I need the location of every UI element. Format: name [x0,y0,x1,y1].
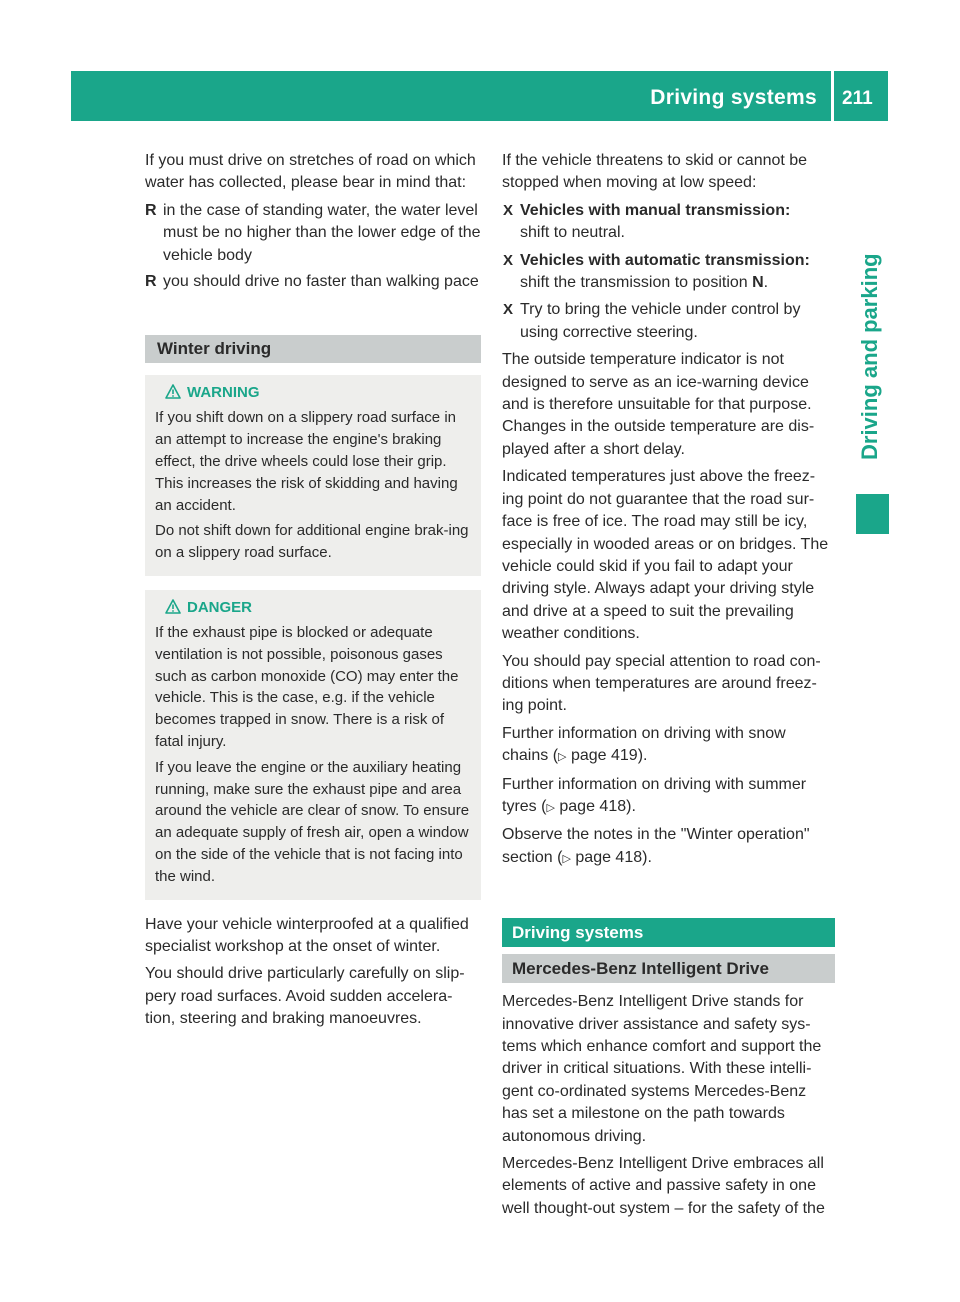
side-tab-label: Driving and parking [857,253,882,460]
warning-text: If you shift down on a slippery road surface in an attempt to increase the engine's braking effect, the drive wheels could lose their grip. This increases the risk of skidding and having an accident. [155,409,458,514]
warning-title: WARNING [155,383,473,403]
right-intro: If the vehicle threatens to skid or cannot be stopped when moving at low speed: [502,152,808,192]
warning-text: Do not shift down for additional engine brak-ing on a slippery road surface. [155,522,469,562]
warning-triangle-icon [165,384,181,399]
paragraph: Further information on driving with snow chains (▷ page 419). [502,724,786,765]
danger-title: DANGER [155,598,473,618]
bullet-mark: R [145,273,157,291]
page-reference-link[interactable]: page 418 [559,797,627,815]
danger-box [145,590,481,900]
left-intro: If you must drive on stretches of road on which water has collected, please bear in mind that: [145,152,476,192]
step-item: X Vehicles with manual transmission: shift to neutral. [503,201,791,242]
step-item: X Try to bring the vehicle under control by using corrective steering. [503,301,801,341]
paragraph: Indicated temperatures just above the freez-ing point do not guarantee that the road sur-face is free of ice. The road may still be icy, especially in wooded areas or on bridges. The vehicle could skid if you fail to adapt your driving style. Always adapt your driving style and drive at a speed to suit the prevailing weather conditions. [502,468,829,643]
page-number: 211 [842,88,873,109]
paragraph: Mercedes-Benz Intelligent Drive stands for innovative driver assistance and safety sys-tems which enhance comfort and support the driver in critical situations. With these intelli-gent co-ordinated systems Mercedes-Benz has set a milestone on the path towards autonomous driving. [502,993,822,1145]
danger-text: If the exhaust pipe is blocked or adequate ventilation is not possible, poisonous gases such as carbon monoxide (CO) may enter the vehicle. This is the case, e.g. if the vehicle becomes trapped in snow. There is a risk of fatal injury. [155,624,459,750]
paragraph: You should pay special attention to road con-ditions when temperatures are around freez-ing point. [502,652,821,715]
paragraph: Further information on driving with summer tyres (▷ page 418). [502,775,807,815]
step-item: X Vehicles with automatic transmission: shift the transmission to position N. [503,251,810,292]
list-item: R in the case of standing water, the water level must be no higher than the lower edge of the vehicle body [145,201,481,264]
page-ref-arrow-icon: ▷ [562,852,571,865]
header-title: Driving systems [650,86,817,109]
step-arrow-icon: X [503,201,514,219]
page-ref-arrow-icon: ▷ [546,801,555,814]
page-reference-link[interactable]: page 418 [575,848,643,866]
left-column [145,150,481,1036]
page-ref-arrow-icon: ▷ [558,751,567,764]
subsection-heading-intelligent-drive: Mercedes-Benz Intelligent Drive [502,954,835,983]
warning-triangle-icon [165,599,181,614]
warning-box [145,375,481,576]
section-heading-winter-driving: Winter driving [145,335,481,363]
header-divider [831,71,834,121]
paragraph: Mercedes-Benz Intelligent Drive embraces all elements of active and passive safety in one well thought-out system – for the safety of the [502,1155,825,1217]
side-tab-block [856,494,889,534]
bullet-mark: R [145,201,157,219]
paragraph: Observe the notes in the "Winter operation" section (▷ page 418). [502,826,810,866]
list-item: R you should drive no faster than walking pace [145,271,481,293]
paragraph: You should drive particularly carefully on slip-pery road surfaces. Avoid sudden accelera-tion, steering and braking manoeuvres. [145,965,465,1028]
step-arrow-icon: X [503,251,514,269]
paragraph: Have your vehicle winterproofed at a qualified specialist workshop at the onset of winter. [145,915,469,955]
danger-text: If you leave the engine or the auxiliary heating running, make sure the exhaust pipe and area around the vehicle are clear of snow. To ensure an adequate supply of fresh air, open a window on the side of the vehicle that is not facing into the wind. [155,758,470,885]
right-column [502,150,835,1225]
paragraph: The outside temperature indicator is not designed to serve as an ice-warning device and is therefore unsuitable for that purpose. Changes in the outside temperature are dis-played after a short delay. [502,351,815,458]
step-arrow-icon: X [503,301,514,319]
page-reference-link[interactable]: page 419 [570,747,638,765]
section-heading-driving-systems: Driving systems [502,918,835,947]
